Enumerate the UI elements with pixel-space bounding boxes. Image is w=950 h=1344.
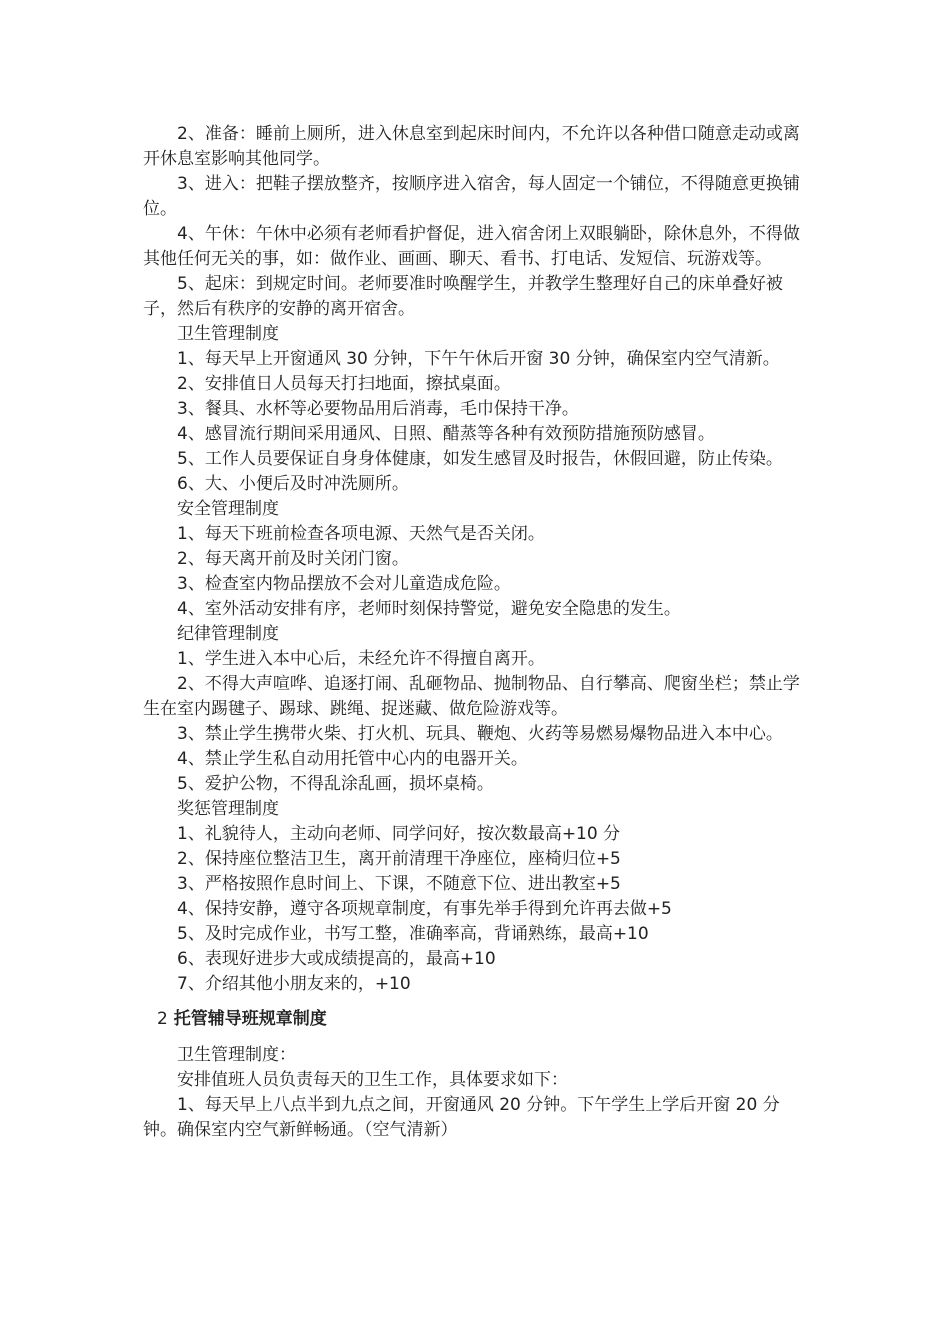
paragraph: 奖惩管理制度 [177, 799, 279, 819]
paragraph: 3、进入：把鞋子摆放整齐，按顺序进入宿舍，每人固定一个铺位，不得随意更换铺位。 [143, 174, 800, 219]
paragraph: 2、保持座位整洁卫生，离开前清理干净座位，座椅归位+5 [177, 849, 621, 869]
paragraph: 3、检查室内物品摆放不会对儿童造成危险。 [177, 574, 511, 594]
paragraph: 安排值班人员负责每天的卫生工作，具体要求如下： [177, 1070, 568, 1090]
paragraph: 1、礼貌待人，主动向老师、同学问好，按次数最高+10 分 [177, 824, 621, 844]
paragraph: 4、禁止学生私自动用托管中心内的电器开关。 [177, 749, 528, 769]
paragraph: 5、起床：到规定时间。老师要准时唤醒学生，并教学生整理好自己的床单叠好被子，然后有秩序的安静的离开宿舍。 [143, 274, 783, 319]
paragraph: 1、每天早上八点半到九点之间，开窗通风 20 分钟。下午学生上学后开窗 20 分钟。确保室内空气新鲜畅通。（空气清新） [143, 1095, 780, 1140]
paragraph: 安全管理制度 [177, 499, 279, 519]
paragraph: 卫生管理制度 [177, 324, 279, 344]
paragraph: 5、爱护公物，不得乱涂乱画，损坏桌椅。 [177, 774, 494, 794]
paragraph: 2、每天离开前及时关闭门窗。 [177, 549, 409, 569]
paragraph: 2、准备：睡前上厕所，进入休息室到起床时间内，不允许以各种借口随意走动或离开休息室影响其他同学。 [143, 124, 800, 169]
paragraph: 3、禁止学生携带火柴、打火机、玩具、鞭炮、火药等易燃易爆物品进入本中心。 [177, 724, 783, 744]
document-body [143, 122, 813, 1143]
paragraph: 卫生管理制度： [177, 1045, 296, 1065]
paragraph: 4、感冒流行期间采用通风、日照、醋蒸等各种有效预防措施预防感冒。 [177, 424, 715, 444]
paragraph: 2、安排值日人员每天打扫地面，擦拭桌面。 [177, 374, 511, 394]
paragraph: 5、工作人员要保证自身身体健康，如发生感冒及时报告，休假回避，防止传染。 [177, 449, 783, 469]
section-title: 托管辅导班规章制度 [173, 1009, 327, 1029]
paragraph: 4、室外活动安排有序，老师时刻保持警觉，避免安全隐患的发生。 [177, 599, 681, 619]
paragraph: 1、每天下班前检查各项电源、天然气是否关闭。 [177, 524, 545, 544]
paragraph: 6、大、小便后及时冲洗厕所。 [177, 474, 409, 494]
paragraph: 4、保持安静，遵守各项规章制度，有事先举手得到允许再去做+5 [177, 899, 672, 919]
section-number: 2 [157, 1009, 168, 1029]
paragraph: 3、严格按照作息时间上、下课，不随意下位、进出教室+5 [177, 874, 621, 894]
section-heading [143, 1005, 813, 1033]
paragraph: 6、表现好进步大或成绩提高的，最高+10 [177, 949, 496, 969]
paragraph: 1、学生进入本中心后，未经允许不得擅自离开。 [177, 649, 545, 669]
paragraph: 1、每天早上开窗通风 30 分钟，下午午休后开窗 30 分钟，确保室内空气清新。 [177, 349, 780, 369]
paragraph: 纪律管理制度 [177, 624, 279, 644]
paragraph: 2、不得大声喧哗、追逐打闹、乱砸物品、抛制物品、自行攀高、爬窗坐栏；禁止学生在室内踢毽子、踢球、跳绳、捉迷藏、做危险游戏等。 [143, 674, 800, 719]
paragraph: 3、餐具、水杯等必要物品用后消毒，毛巾保持干净。 [177, 399, 579, 419]
paragraph: 7、介绍其他小朋友来的，+10 [177, 974, 411, 994]
paragraph: 4、午休：午休中必须有老师看护督促，进入宿舍闭上双眼躺卧，除休息外，不得做其他任何无关的事，如：做作业、画画、聊天、看书、打电话、发短信、玩游戏等。 [143, 224, 800, 269]
paragraph: 5、及时完成作业，书写工整，准确率高，背诵熟练，最高+10 [177, 924, 649, 944]
